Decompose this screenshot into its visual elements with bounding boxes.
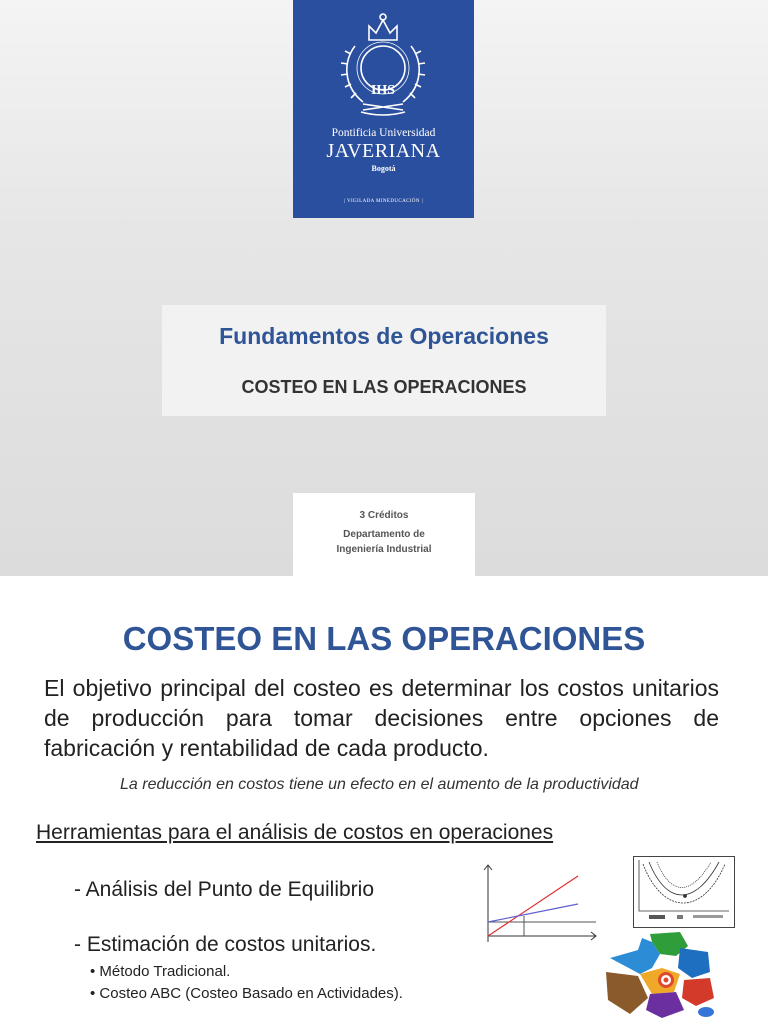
mouse-icon xyxy=(698,1007,714,1017)
credits-label: 3 Créditos xyxy=(359,510,409,521)
legend-caption xyxy=(693,915,723,918)
tool-item-unit-costs: - Estimación de costos unitarios. xyxy=(74,933,377,956)
course-title: Fundamentos de Operaciones xyxy=(219,323,549,349)
logo-line-city: Bogotá xyxy=(371,164,396,173)
logo-line-university: Pontificia Universidad xyxy=(331,127,436,139)
course-title-box xyxy=(162,305,606,416)
department-line-1: Departamento de xyxy=(343,529,425,540)
curves-thumbnail-image xyxy=(633,856,735,928)
content-slide xyxy=(0,576,768,1024)
credits-box xyxy=(293,493,475,576)
logo-line-vigilada: | VIGILADA MINEDUCACIÓN | xyxy=(344,199,423,204)
legend-swatch-1 xyxy=(649,915,665,919)
revenue-line xyxy=(488,876,578,936)
bullet-traditional-method: • Método Tradicional. xyxy=(90,963,231,980)
break-even-chart-image xyxy=(478,864,598,944)
tool-item-break-even: - Análisis del Punto de Equilibrio xyxy=(74,878,375,901)
legend-swatch-2 xyxy=(677,915,683,919)
course-subtitle: COSTEO EN LAS OPERACIONES xyxy=(241,377,527,397)
purple-piece xyxy=(646,992,684,1018)
objective-paragraph: El objetivo principal del costeo es determinar los costos unitarios de producción para tomar decisiones entre opciones de fabricación y rentabilidad de cada producto. xyxy=(44,675,719,761)
productivity-quote: La reducción en costos tiene un efecto en el aumento de la productividad xyxy=(120,776,639,793)
slide-title: COSTEO EN LAS OPERACIONES xyxy=(122,620,646,657)
logo-line-javeriana: JAVERIANA xyxy=(326,140,441,162)
red-piece xyxy=(682,978,714,1006)
tools-subheading: Herramientas para el análisis de costos en operaciones xyxy=(36,821,554,844)
brown-piece xyxy=(606,972,648,1014)
department-line-2: Ingeniería Industrial xyxy=(336,544,432,555)
monogram: IHS xyxy=(370,83,396,98)
bullet-abc-costing: • Costeo ABC (Costeo Basado en Actividades). xyxy=(90,985,403,1002)
dark-blue-piece xyxy=(678,948,710,978)
university-logo xyxy=(293,0,474,218)
blue-piece xyxy=(610,938,660,974)
puzzle-pieces-image xyxy=(600,928,720,1020)
crest-icon xyxy=(333,6,434,118)
